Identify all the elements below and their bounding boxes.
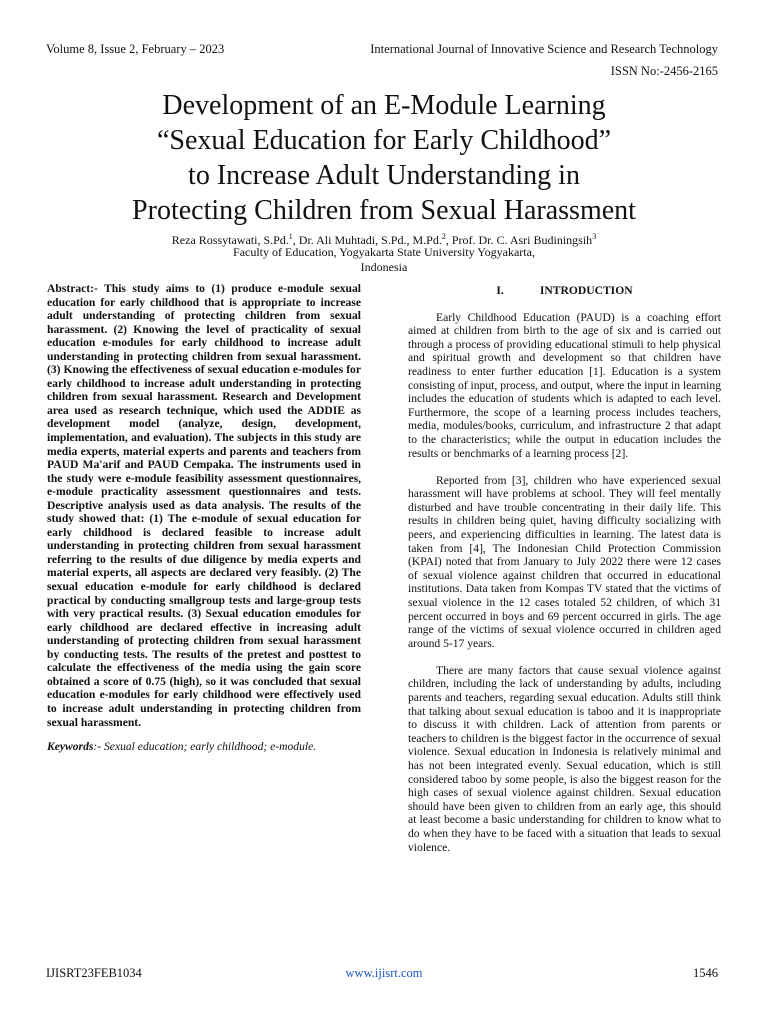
- author-affil-mark: 2: [441, 232, 446, 241]
- paper-code: IJISRT23FEB1034: [46, 966, 142, 980]
- affiliation-institution: Faculty of Education, Yogyakarta State University Yogyakarta,: [233, 245, 535, 259]
- volume-issue: Volume 8, Issue 2, February – 2023: [46, 42, 225, 56]
- author-name: Reza Rossytawati, S.Pd.: [171, 233, 289, 247]
- section-number: I.: [496, 284, 504, 297]
- author-name: Dr. Ali Muhtadi, S.Pd., M.Pd.: [298, 233, 442, 247]
- issn: ISSN No:-2456-2165: [610, 64, 718, 78]
- body-paragraph: There are many factors that cause sexual violence against children, including the lack of understanding by adults, including parents and teachers, regarding sexual education. Adults still think that talking about sexual education is taboo and it is inappropriate to discuss it with children. Lack of attention from parents or teachers to children is the biggest factor in the occurrence of sexual violence. Sexual education in Indonesia is relatively minimal and has not been integrated evenly. Sexual education, which is still considered taboo by some people, is also the biggest reason for the high cases of sexual violence against children. Sexual education should have been given to children from an early age, this should at least become a basic understanding for children to know what to do when they have to be faced with a situation that leads to sexual violence.: [408, 663, 721, 854]
- keywords: [47, 740, 361, 754]
- title-line: Development of an E-Module Learning: [162, 90, 606, 121]
- body-paragraph: Early Childhood Education (PAUD) is a coaching effort aimed at children from birth to the age of six and is carried out through a process of providing educational stimuli to help physical and spiritual growth and development so that children have readiness to enter further education [1]. Education is a system consisting of input, process, and output, where the input in learning includes the education of students which is adapted to each level. Furthermore, the scope of a learning process includes teachers, media, modules/books, curriculum, and infrastructure 2 that adapt to the characteristics; while the output in education includes the results or benchmarks of a learning process [2].: [408, 310, 721, 460]
- title-line: to Increase Adult Understanding in: [188, 160, 580, 191]
- section-heading: [408, 284, 721, 298]
- left-column: [47, 282, 361, 754]
- page-number: 1546: [693, 966, 718, 980]
- author-list: Reza Rossytawati, S.Pd.$^1$, Dr. Ali Muhtadi, S.Pd., M.Pd.$^2$, Prof. Dr. C. Asri Budiningsih$^3$: [171, 232, 597, 247]
- affiliation-country: Indonesia: [360, 260, 408, 274]
- author-affil-mark: 3: [592, 232, 597, 241]
- journal-url-link[interactable]: www.ijisrt.com: [345, 966, 423, 980]
- body-paragraph: Reported from [3], children who have experienced sexual harassment will have problems at school. They will feel mentally disturbed and have trouble concentrating in their daily life. This results in children being quiet, having difficulty socializing with peers, and experiencing difficulties in learning. The latest data is taken from [4], The Indonesian Child Protection Commission (KPAI) noted that from January to July 2022 there were 12 cases of sexual violence against children that occurred in educational institutions. Data taken from Kompas TV stated that the victims of sexual violence in the 12 cases totaled 52 children, of which 31 percent occurred in boys and 69 percent occurred in girls. The age range of the victims of sexual violence occurred in children aged around 5-17 years.: [408, 473, 721, 650]
- abstract: Abstract:- This study aims to (1) produce e-module sexual education for early childhood that is appropriate to increase adult understanding of protecting children from sexual harassment. (2) Knowing the level of practicality of sexual education e-modules for early childhood to increase adult understanding in protecting children from sexual harassment. (3) Knowing the effectiveness of sexual education e-modules for early childhood to increase adult understanding in protecting children from sexual harassment. Research and Development area used as research technique, which used the ADDIE as development model (analyze, design, development, implementation, and evaluation). The subjects in this study are media experts, material experts and parents and teachers from PAUD Ma'arif and PAUD Cempaka. The instruments used in the study were e-module feasibility assessment questionnaires, e-module practicality assessment questionnaires and tests. Descriptive analysis used as data analysis. The results of the study showed that: (1) The e-module of sexual education for early childhood is declared feasible to increase adult understanding in protecting children from sexual harassment referring to the results of due diligence by media experts and material experts, all aspects are declared very feasibly. (2) The sexual education e-module for early childhood is declared practical by conducting smallgroup tests and large-group tests with very practical results. (3) Sexual education emodules for early childhood are declared effective in increasing adult understanding of protecting children from sexual harassment by conducting tests. The results of the pretest and posttest to calculate the effectiveness of the media using the gain score obtained a score of 0.75 (high), so it was concluded that sexual education e-modules for early childhood were effectively used to increase adult understanding in protecting children from sexual harassment.: [47, 282, 361, 729]
- keywords-text: :- Sexual education; early childhood; e-module.: [93, 740, 317, 754]
- right-column: [408, 284, 721, 868]
- title-line: “Sexual Education for Early Childhood”: [156, 125, 612, 156]
- author-name: Prof. Dr. C. Asri Budiningsih: [451, 233, 593, 247]
- section-title: INTRODUCTION: [539, 284, 633, 297]
- affiliation: [40, 245, 728, 275]
- author-affil-mark: 1: [288, 232, 293, 241]
- journal-name: International Journal of Innovative Science and Research Technology: [370, 42, 718, 56]
- title-line: Protecting Children from Sexual Harassment: [132, 195, 636, 226]
- paper-title: [40, 88, 728, 228]
- keywords-label: Keywords: [47, 740, 94, 754]
